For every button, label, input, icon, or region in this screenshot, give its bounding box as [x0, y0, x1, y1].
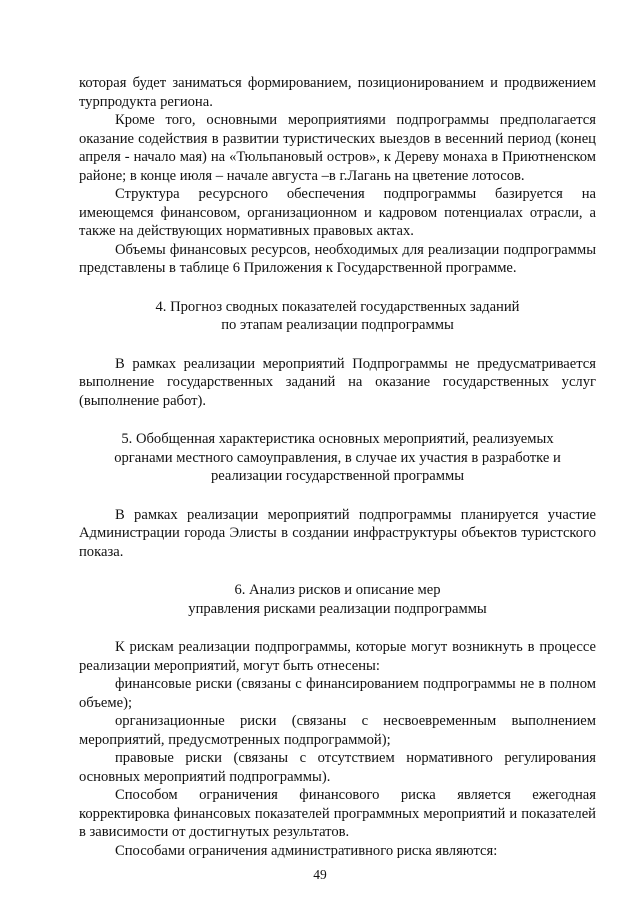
paragraph: К рискам реализации подпрограммы, которые могут возникнуть в процессе реализации мероприятий, могут быть отнесены:: [79, 639, 596, 674]
paragraph: правовые риски (связаны с отсутствием нормативного регулирования основных мероприятий подпрограммы).: [79, 750, 596, 785]
heading-line: 5. Обобщенная характеристика основных мероприятий, реализуемых: [121, 431, 554, 447]
heading-line: 6. Анализ рисков и описание мер: [234, 582, 441, 598]
heading-line: управления рисками реализации подпрограммы: [188, 600, 487, 617]
heading-line: реализации государственной программы: [210, 468, 465, 484]
paragraph: которая будет заниматься формированием, позиционированием и продвижением турпродукта региона.: [79, 75, 596, 110]
heading-line: 4. Прогноз сводных показателей государственных заданий: [155, 298, 520, 315]
paragraph: Объемы финансовых ресурсов, необходимых для реализации подпрограммы представлены в таблице 6 Приложения к Государственной программе.: [79, 241, 596, 276]
heading-line: по этапам реализации подпрограммы: [221, 317, 454, 333]
paragraph: Кроме того, основными мероприятиями подпрограммы предполагается оказание содействия в развитии туристических выездов в весенний период (конец апреля - начало мая) на «Тюльпановый остров», к Дереву монаха в Приютненском районе; в конце июля – начале августа –в г.Лагань на цветение лотосов.: [79, 112, 596, 184]
paragraph: финансовые риски (связаны с финансированием подпрограммы не в полном объеме);: [79, 676, 596, 711]
heading-line: органами местного самоуправления, в случае их участия в разработке и: [114, 449, 561, 466]
paragraph: В рамках реализации мероприятий Подпрограммы не предусматривается выполнение государственных заданий на оказание государственных услуг (выполнение работ).: [79, 355, 596, 409]
paragraph: Способами ограничения административного риска являются:: [115, 842, 498, 859]
section-5-heading: [79, 430, 596, 486]
paragraph: Способом ограничения финансового риска является ежегодная корректировка финансовых показателей программных мероприятий и показателей в зависимости от достигнутых результатов.: [79, 787, 596, 840]
section-4-heading: [79, 298, 596, 335]
page-number: 49: [313, 867, 327, 882]
section-6-heading: [79, 581, 596, 618]
paragraph: организационные риски (связаны с несвоевременным выполнением мероприятий, предусмотренных подпрограммой);: [79, 713, 596, 748]
paragraph: Структура ресурсного обеспечения подпрограммы базируется на имеющемся финансовом, организационном и кадровом потенциалах отрасли, а также на действующих нормативных правовых актах.: [79, 186, 596, 239]
document-page: [79, 74, 596, 860]
paragraph: В рамках реализации мероприятий подпрограммы планируется участие Администрации города Элисты в создании инфраструктуры объектов туристского показа.: [79, 506, 596, 560]
